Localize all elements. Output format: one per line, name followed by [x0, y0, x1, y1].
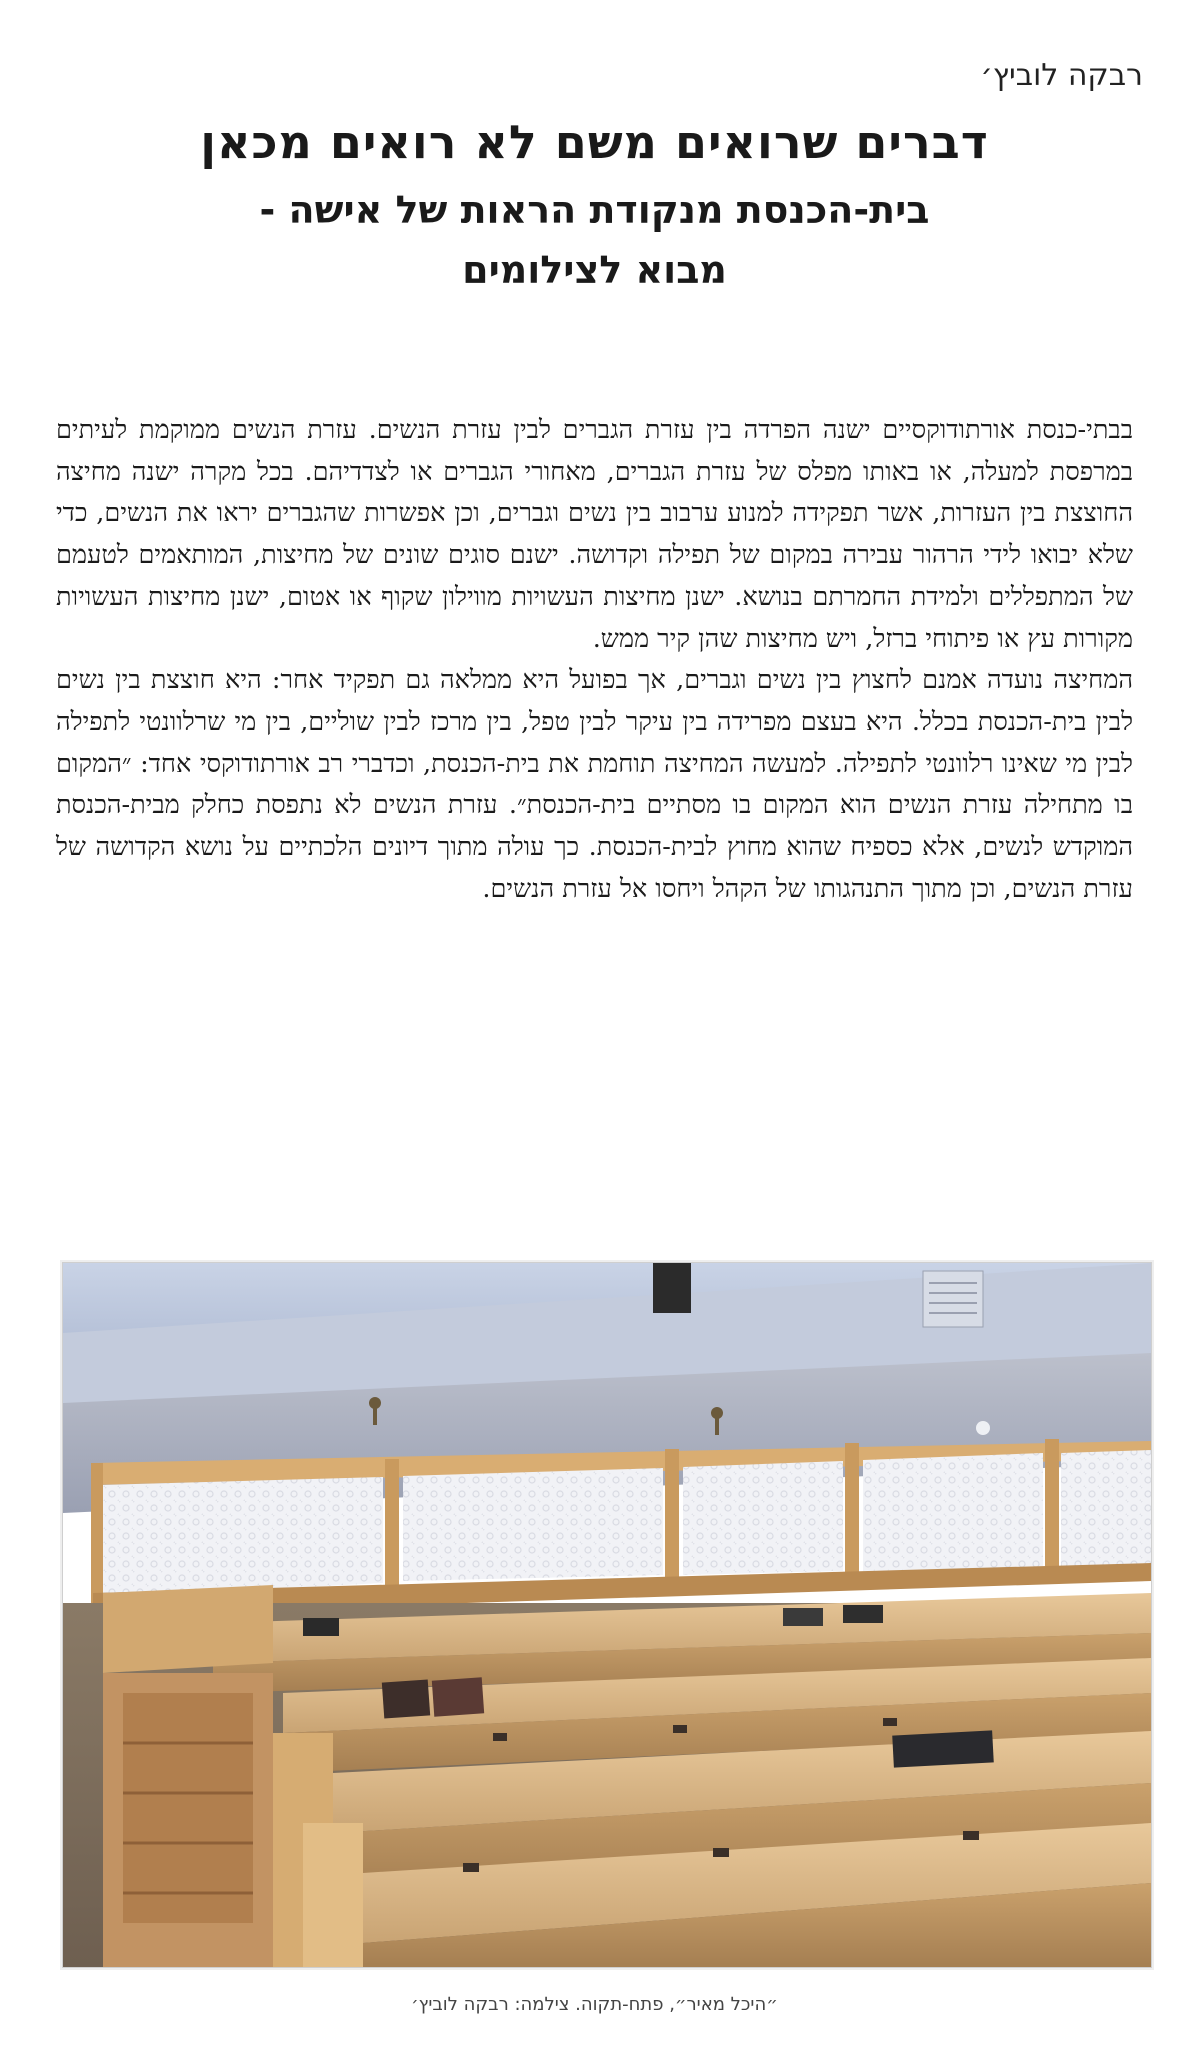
paragraph-2: המחיצה נועדה אמנם לחצוץ בין נשים וגברים, אך בפועל היא ממלאה גם תפקיד אחר: היא חוצצת בין נשים לבין בית-הכנסת בכלל. היא בעצם מפרידה בין עיקר לבין טפל, בין מרכז לבין שוליים, בין מי שרלוונטי לתפילה לבין מי שאינו רלוונטי לתפילה. למעשה המחיצה תוחמת את בית-הכנסת, וכדברי רב אורתודוקסי אחד: ״המקום בו מתחילה עזרת הנשים הוא המקום בו מסתיים בית-הכנסת״. עזרת הנשים לא נתפסת כחלק מבית-הכנסת המוקדש לנשים, אלא כספיח שהוא מחוץ לבית-הכנסת. כך עולה מתוך דיונים הלכתיים על נושא הקדושה של עזרת הנשים, וכן מתוך התנהגותו של הקהל ויחסו אל עזרת הנשים. — [56, 665, 1133, 904]
author-name: רבקה לוביץ׳ — [980, 58, 1143, 93]
article-body — [56, 410, 1133, 910]
article-subtitle — [0, 180, 1189, 300]
subtitle-line-1: בית-הכנסת מנקודת הראות של אישה - — [259, 188, 930, 232]
synagogue-photo — [62, 1262, 1152, 1968]
paragraph-1: בבתי-כנסת אורתודוקסיים ישנה הפרדה בין עזרת הגברים לבין עזרת הנשים. עזרת הנשים ממוקמת לעיתים במרפסת למעלה, או באותו מפלס של עזרת הגברים, מאחורי הגברים או לצדדיהם. בכל מקרה ישנה מחיצה החוצצת בין העזרות, אשר תפקידה למנוע ערבוב בין נשים וגברים, וכן אפשרות שהגברים יראו את הנשים, כדי שלא יבואו לידי הרהור עבירה במקום של תפילה וקדושה. ישנם סוגים שונים של מחיצות, המותאמים לטעמם של המתפללים ולמידת החמרתם בנושא. ישנן מחיצות העשויות מווילון שקוף או אטום, ישנן מחיצות העשויות מקורות עץ או פיתוחי ברזל, ויש מחיצות שהן קיר ממש. — [56, 415, 1133, 654]
subtitle-line-2: מבוא לצילומים — [462, 248, 727, 292]
title-block — [0, 110, 1189, 300]
photo-caption: ״היכל מאיר״, פתח-תקוה. צילמה: רבקה לוביץ׳ — [411, 1994, 778, 2015]
article-title: דברים שרואים משם לא רואים מכאן — [200, 115, 989, 169]
